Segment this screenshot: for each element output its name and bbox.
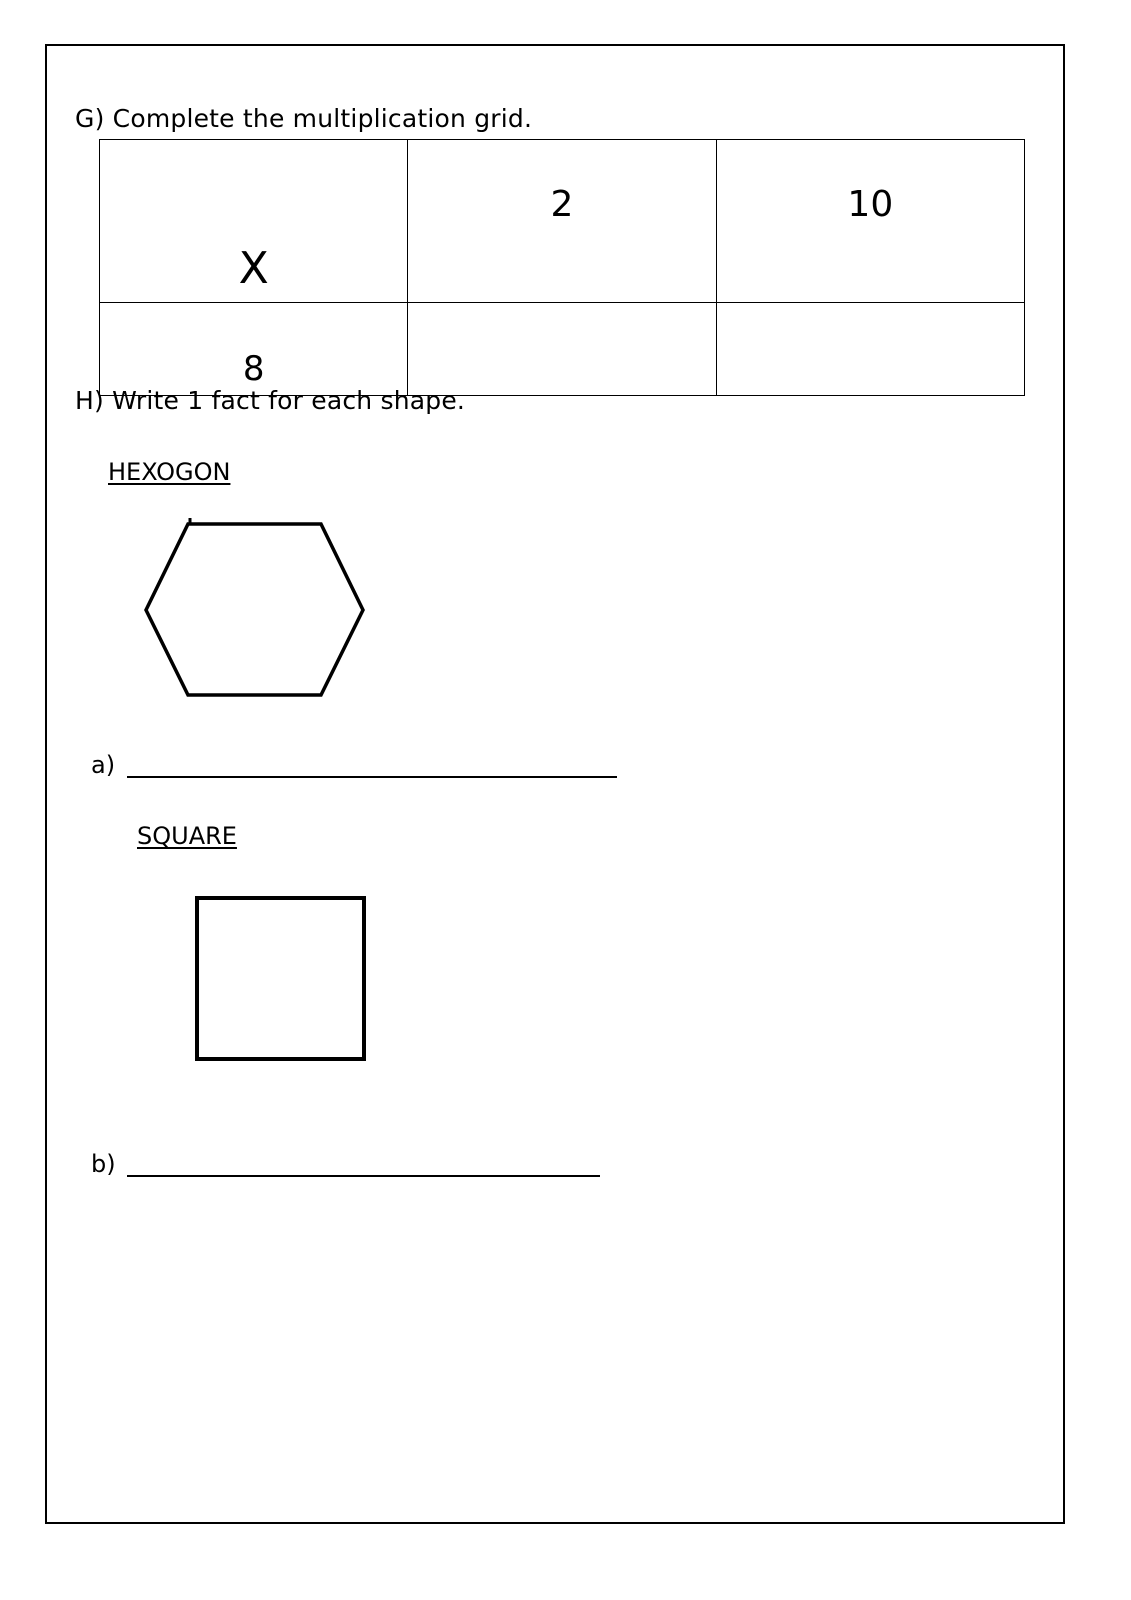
answer-b-prefix: b) xyxy=(91,1150,116,1178)
grid-column-header: 10 xyxy=(716,140,1024,303)
square-label: SQUARE xyxy=(137,822,237,850)
multiplication-grid xyxy=(99,139,1025,396)
question-h-heading: H) Write 1 fact for each shape. xyxy=(75,386,466,415)
grid-row-header: 8 xyxy=(100,303,408,396)
grid-header-row xyxy=(100,140,1025,303)
grid-column-header: 2 xyxy=(408,140,716,303)
square-shape xyxy=(190,890,370,1065)
grid-row xyxy=(100,303,1025,396)
hexagon-shape xyxy=(135,510,375,710)
grid-operator-cell: X xyxy=(100,140,408,303)
answer-b-line[interactable] xyxy=(127,1175,600,1177)
hexagon-label: HEXOGON xyxy=(108,458,231,486)
grid-answer-cell[interactable] xyxy=(716,303,1024,396)
answer-a-line[interactable] xyxy=(127,776,617,778)
grid-answer-cell[interactable] xyxy=(408,303,716,396)
question-g-heading: G) Complete the multiplication grid. xyxy=(75,104,533,133)
answer-a-prefix: a) xyxy=(91,751,116,779)
